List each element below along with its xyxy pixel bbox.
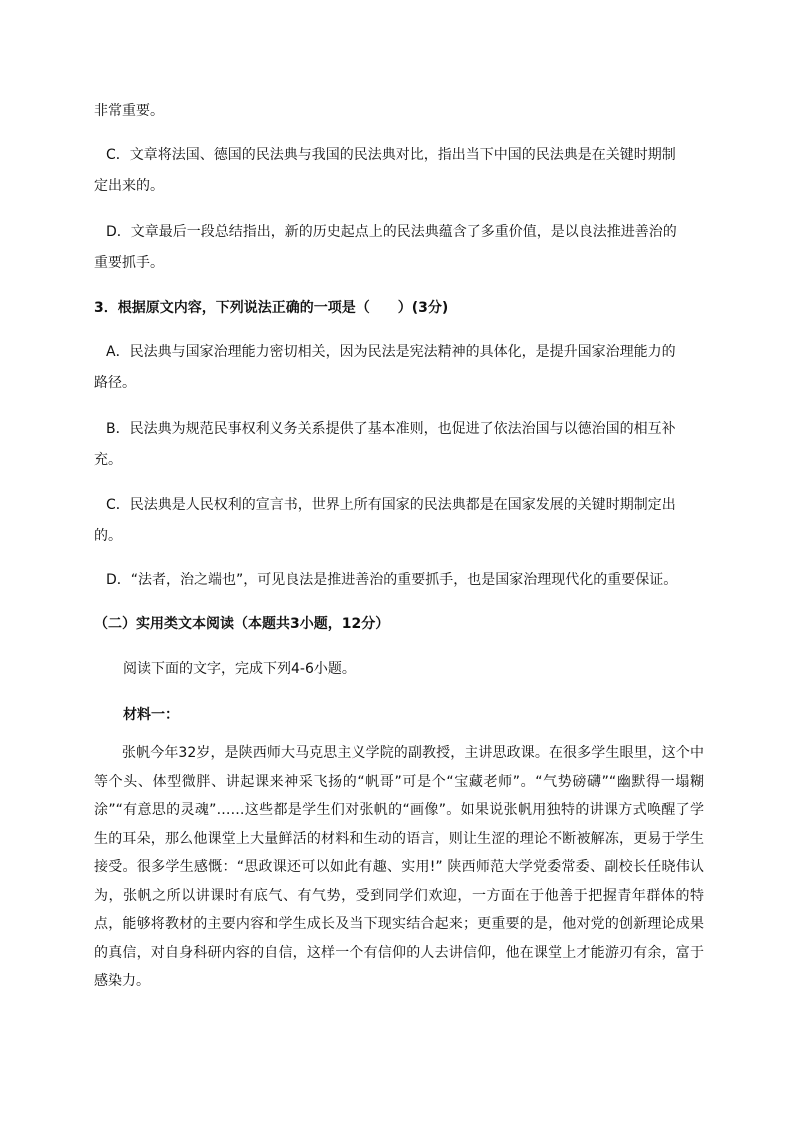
q3-option-d: D．“法者，治之端也”，可见良法是推进善治的重要抓手，也是国家治理现代化的重要保证。	[106, 572, 678, 588]
q3-option-b-line2: 充。	[94, 452, 122, 468]
question-3-stem: 3．根据原文内容，下列说法正确的一项是（ ）(3分)	[94, 300, 449, 316]
material-1-label: 材料一：	[123, 707, 179, 723]
q2-option-d-line1: D．文章最后一段总结指出，新的历史起点上的民法典蕴含了多重价值，是以良法推进善治的	[106, 224, 677, 240]
q2-option-c-line1: C．文章将法国、德国的民法典与我国的民法典对比，指出当下中国的民法典是在关键时期制	[106, 147, 676, 163]
material-1-paragraph: 张帆今年32岁，是陕西师大马克思主义学院的副教授，主讲思政课。在很多学生眼里，这个中等个头、体型微胖、讲起课来神采飞扬的“帆哥”可是个“宝藏老师”。“气势磅礴”“幽默得一塌糊涂”“有意思的灵魂”……这些都是学生们对张帆的“画像”。如果说张帆用独特的讲课方式唤醒了学生的耳朵，那么他课堂上大量鲜活的材料和生动的语言，则让生涩的理论不断被解冻，更易于学生接受。很多学生感慨：“思政课还可以如此有趣、实用!” 陕西师范大学党委常委、副校长任晓伟认为，张帆之所以讲课时有底气、有气势，受到同学们欢迎，一方面在于他善于把握青年群体的特点，能够将教材的主要内容和学生成长及当下现实结合起来；更重要的是，他对党的创新理论成果的真信，对自身科研内容的自信，这样一个有信仰的人去讲信仰，他在课堂上才能游刃有余，富于感染力。	[94, 745, 704, 989]
q2-option-b-tail: 非常重要。	[94, 103, 164, 119]
q2-option-c-line2: 定出来的。	[94, 178, 164, 194]
q3-option-c-line2: 的。	[94, 528, 122, 544]
reading-instruction: 阅读下面的文字，完成下列4-6小题。	[123, 661, 356, 677]
q3-option-c-line1: C．民法典是人民权利的宣言书，世界上所有国家的民法典都是在国家发展的关键时期制定出	[106, 497, 676, 513]
section-heading: （二）实用类文本阅读（本题共3小题，12分）	[94, 616, 390, 632]
q3-option-a-line1: A．民法典与国家治理能力密切相关，因为民法是宪法精神的具体化，是提升国家治理能力的	[106, 344, 676, 360]
q3-option-b-line1: B．民法典为规范民事权利义务关系提供了基本准则，也促进了依法治国与以德治国的相互补	[106, 421, 676, 437]
q2-option-d-line2: 重要抓手。	[94, 255, 164, 271]
q3-option-a-line2: 路径。	[94, 375, 136, 391]
